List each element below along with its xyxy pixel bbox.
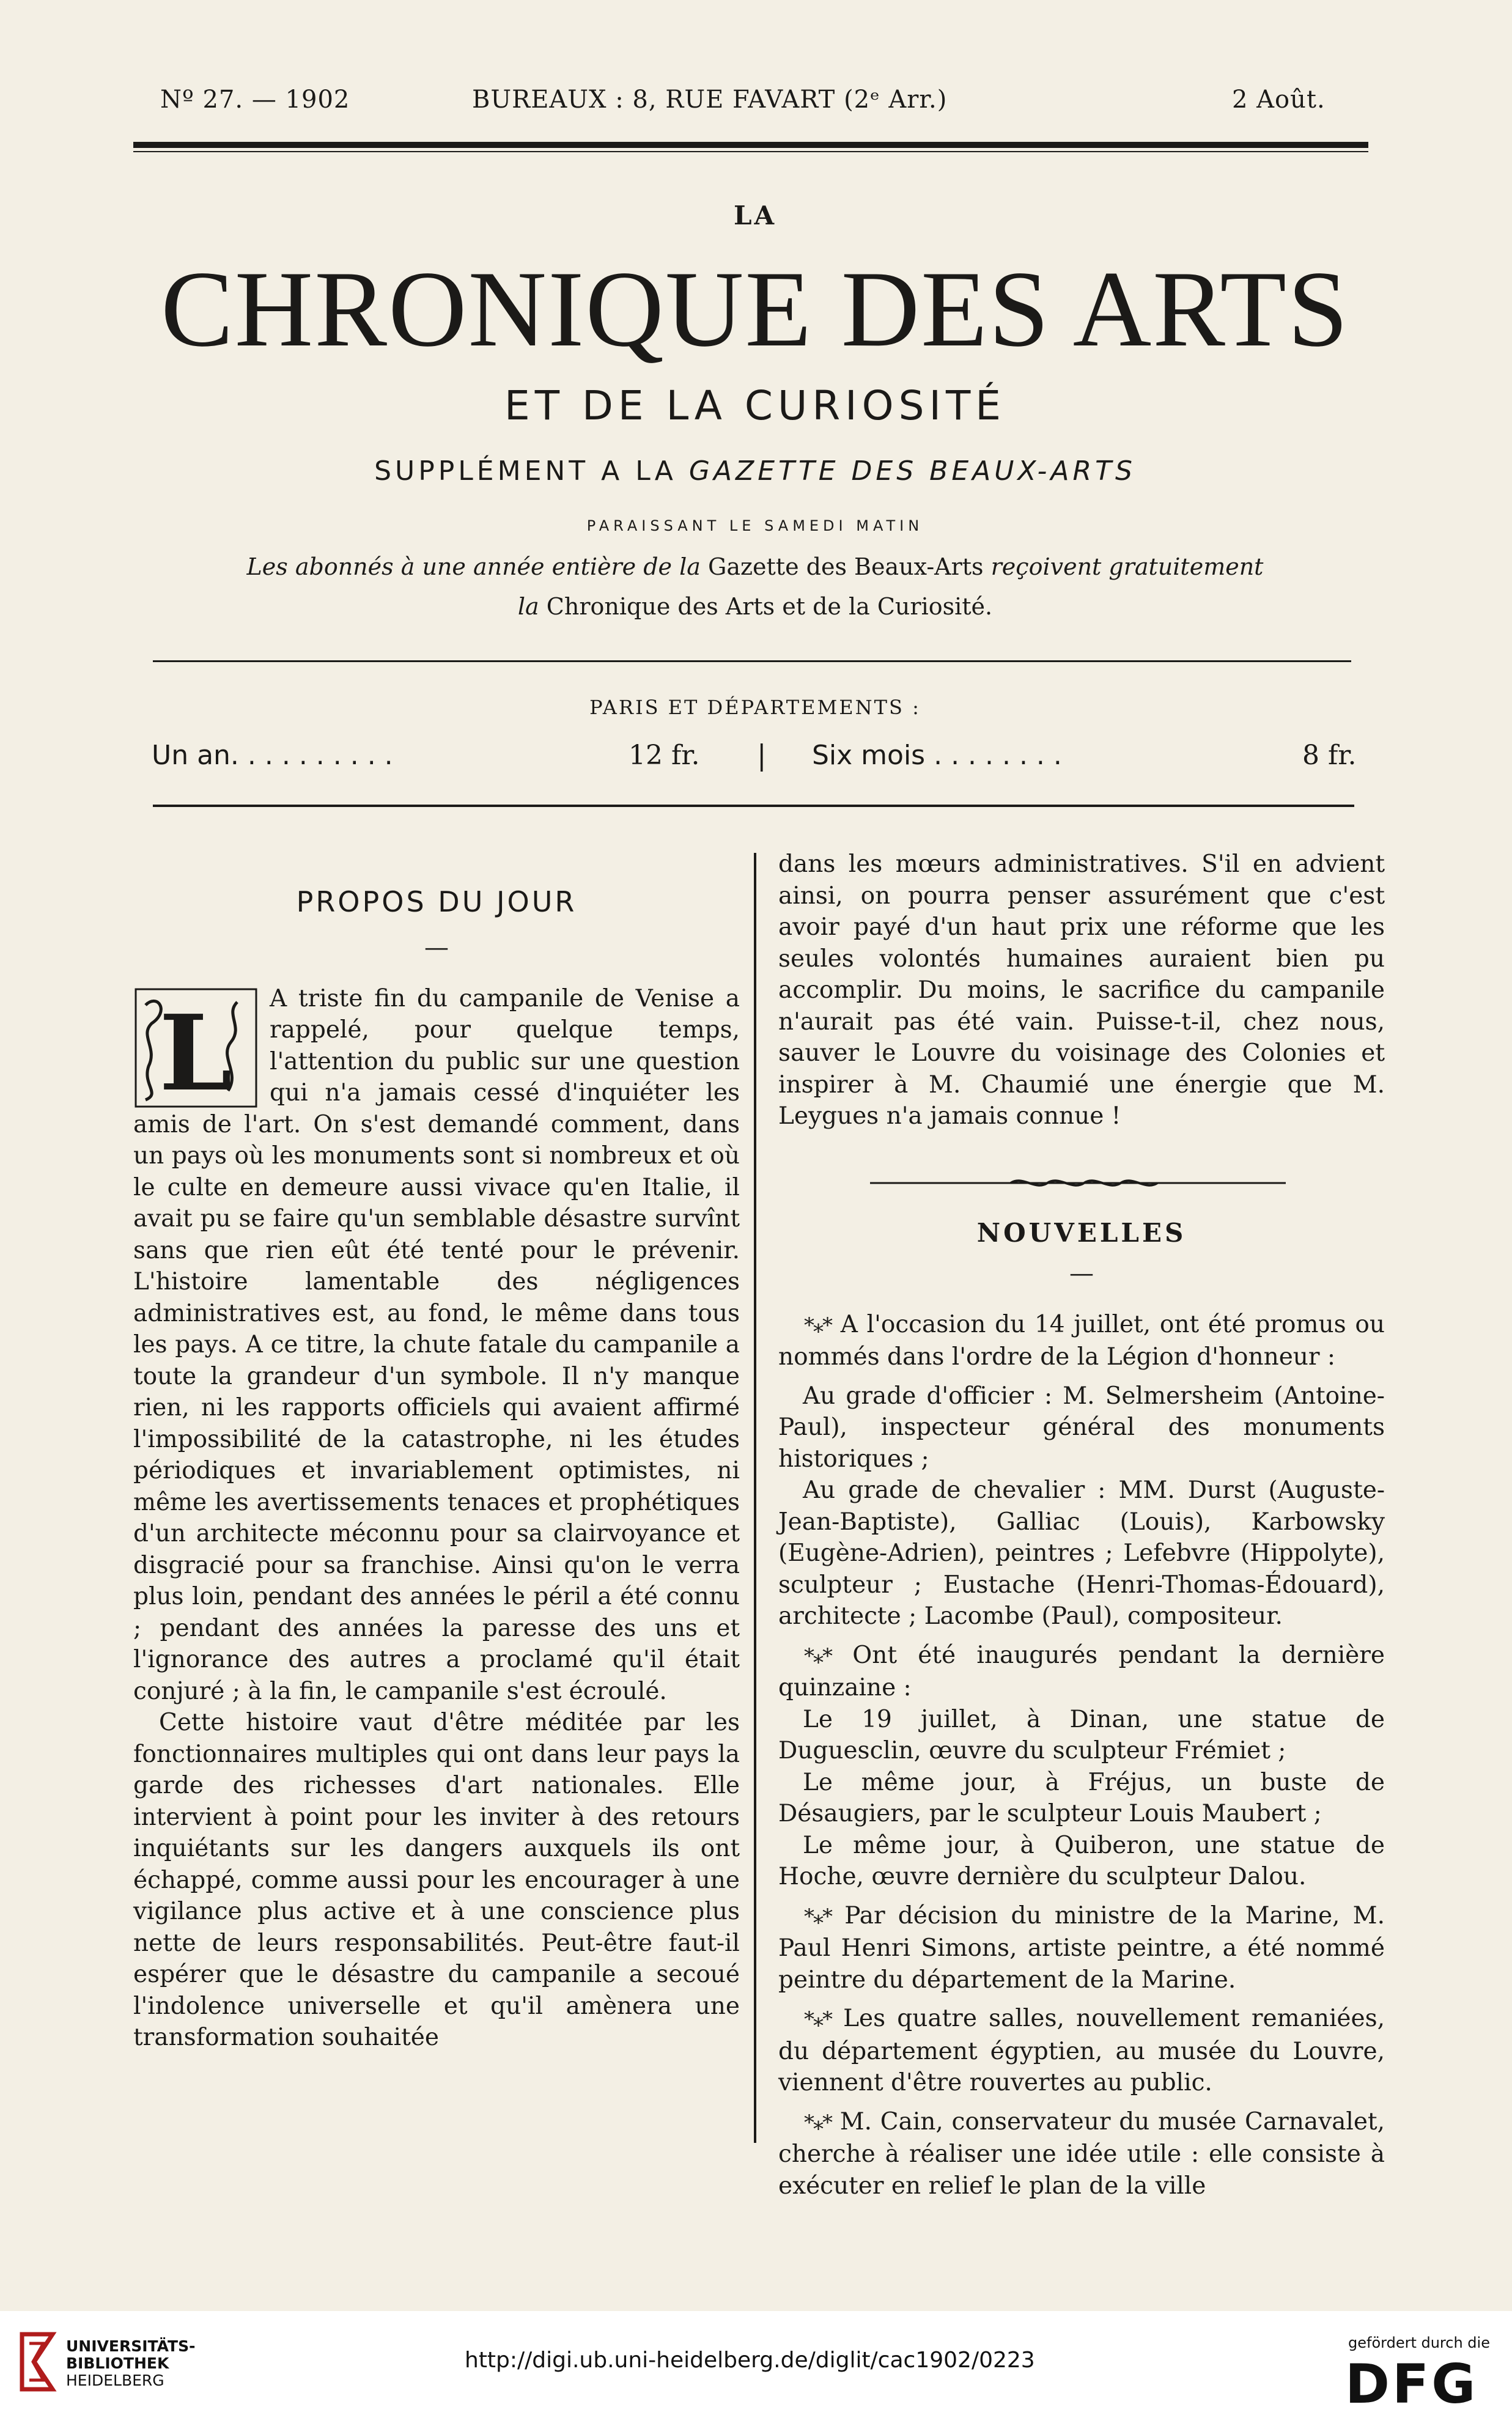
propos-text-1: A triste fin du campanile de Venise a rappelé, pour quelque temps, l'attention du public sur une question qui n'a jamais cessé d'inquiéter les amis de l'art. On s'est demandé comment, dans un pays où les monuments sont si nombreux et où le culte en demeure aussi vivace qu'en Italie, il avait pu se faire qu'un semblable désastre survînt sans que rien eût été tenté pour le prévenir. L'histoire lamentable des négligences administratives est, au fond, le même dans tous les pays. A ce titre, la chute fatale du campanile a toute la grandeur d'un symbole. Il n'y manque rien, ni les rapports officiels qui avaient affirmé l'impossibilité de la catastrophe, ni les études périodiques et invariablement optimistes, ni même les avertissements tenaces et prophétiques d'un architecte méconnu pour sa clairvoyance et disgracié pour sa franchise. Ainsi qu'on le verra plus loin, pendant des années le péril a été connu ; pendant des années la paresse des uns et l'ignorance des autres a proclamé qu'il était conjuré ; à la fin, le campanile s'est écroulé.	[133, 984, 740, 1705]
news-sub: Au grade d'officier : M. Selmersheim (Antoine-Paul), inspecteur général des monuments historiques ;	[778, 1382, 1385, 1473]
bureaux-address: BUREAUX : 8, RUE FAVART (2ᵉ Arr.)	[472, 86, 948, 114]
propos-paragraph-3: dans les mœurs administratives. S'il en advient ainsi, on pourra penser assurément que c'est avoir payé d'un haut prix une réforme que les seules volontés humaines auraient bien pu accomplir. Du moins, le sacrifice du campanile n'aurait pas été vain. Puisse-t-il, chez nous, sauver le Louvre du voisinage des Colonies et inspirer à M. Chaumié une énergie que M. Leygues n'a jamais connue !	[778, 850, 1385, 1130]
library-name[interactable]	[66, 2338, 195, 2389]
asterism-icon: *⁎*	[804, 1313, 832, 1338]
paraissant-line: PARAISSANT LE SAMEDI MATIN	[586, 517, 924, 534]
right-column	[778, 849, 1385, 2209]
notice-2b: Chronique des Arts et de la Curiosité.	[546, 593, 993, 620]
notice-line-1	[147, 553, 1363, 580]
header-thin-rule	[133, 151, 1368, 152]
news-sub: Au grade de chevalier : MM. Durst (Auguste-Jean-Baptiste), Galliac (Louis), Karbowsky (Eugène-Adrien), peintres ; Lefebvre (Hippolyte), sculpteur ; Eustache (Henri-Thomas-Édouard), architecte ; Lacombe (Paul), compositeur.	[778, 1476, 1385, 1630]
asterism-icon: *⁎*	[804, 1643, 832, 1668]
news-lead: Les quatre salles, nouvellement remaniées, du département égyptien, au musée du Louvre, viennent d'être rouvertes au public.	[778, 2005, 1385, 2096]
subscription-heading: PARIS ET DÉPARTEMENTS :	[589, 696, 921, 719]
news-lead: Par décision du ministre de la Marine, M. Paul Henri Simons, artiste peintre, a été nommé peintre du département de la Marine.	[778, 1901, 1385, 1994]
news-list	[778, 1309, 1385, 2202]
library-line-2: BIBLIOTHEK	[66, 2354, 169, 2372]
supplement-line	[147, 455, 1363, 487]
asterism-icon: *⁎*	[804, 2007, 832, 2032]
section-ornament-icon	[778, 1174, 1385, 1192]
notice-2a: la	[517, 593, 547, 620]
news-item	[778, 1900, 1385, 1996]
header-thick-rule	[133, 142, 1368, 148]
news-lead: A l'occasion du 14 juillet, ont été promus ou nommés dans l'ordre de la Légion d'honneur :	[778, 1310, 1385, 1371]
supplement-prefix: SUPPLÉMENT A LA	[374, 455, 689, 487]
issue-number: Nº 27. — 1902	[160, 86, 350, 114]
dropcap-letter: L	[159, 992, 232, 1109]
year-label: Un an. . . . . . . . . .	[152, 740, 393, 771]
gazette-title: GAZETTE DES BEAUX-ARTS	[688, 455, 1136, 487]
dropcap-l-icon	[133, 987, 259, 1109]
notice-line-2	[147, 593, 1363, 620]
library-logo-icon	[16, 2328, 59, 2395]
news-item	[778, 1640, 1385, 1893]
news-sub: Le même jour, à Quiberon, une statue de Hoche, œuvre dernière du sculpteur Dalou.	[778, 1831, 1385, 1890]
column-divider	[754, 853, 756, 2143]
asterism-icon: *⁎*	[804, 1904, 832, 1929]
dropcap-ornament	[133, 987, 259, 1109]
news-sub: Le 19 juillet, à Dinan, une statue de Duguesclin, œuvre du sculpteur Frémiet ;	[778, 1705, 1385, 1764]
dfg-logo[interactable]: DFG	[1345, 2353, 1478, 2416]
footer-bar	[0, 2311, 1512, 2418]
six-months-price: 8 fr.	[1302, 740, 1357, 771]
masthead-rule	[153, 660, 1351, 662]
library-line-1: UNIVERSITÄTS-	[66, 2337, 196, 2355]
propos-column	[133, 886, 740, 2054]
library-line-3: HEIDELBERG	[66, 2372, 164, 2389]
nouvelles-dash: —	[1069, 1259, 1094, 1288]
notice-1b: Gazette des Beaux-Arts	[708, 553, 984, 580]
year-price: 12 fr.	[629, 740, 700, 771]
funded-by-text: gefördert durch die	[1348, 2334, 1490, 2351]
subscription-separator: |	[757, 739, 767, 772]
propos-paragraph-2: Cette histoire vaut d'être méditée par les fonctionnaires multiples qui ont dans leur pays la garde des richesses d'art nationales. Elle intervient à point pour les inviter à des retours inquiétants sur les dangers auxquels ils ont échappé, comme aussi pour les encourager à une vigilance plus active et à une conscience plus nette de leurs responsabilités. Peut-être faut-il espérer que le désastre du campanile a secoué l'indolence universelle et qu'il amènera une transformation souhaitée	[133, 1709, 740, 2051]
propos-dash: —	[424, 933, 449, 962]
masthead-title: CHRONIQUE DES ARTS	[161, 248, 1349, 369]
nouvelles-title: NOUVELLES	[976, 1218, 1187, 1248]
news-lead: M. Cain, conservateur du musée Carnavalet, cherche à réaliser une idée utile : elle consiste à exécuter en relief le plan de la ville	[778, 2107, 1385, 2200]
propos-paragraph-1	[133, 983, 740, 1708]
masthead-subtitle: ET DE LA CURIOSITÉ	[504, 382, 1006, 429]
news-item	[778, 2106, 1385, 2202]
news-sub: Le même jour, à Fréjus, un buste de Désaugiers, par le sculpteur Louis Maubert ;	[778, 1768, 1385, 1827]
news-item	[778, 2003, 1385, 2099]
subscription-rule	[153, 805, 1354, 807]
issue-date: 2 Août.	[1232, 86, 1326, 114]
notice-1c: reçoivent gratuitement	[983, 553, 1264, 580]
notice-1a: Les abonnés à une année entière de la	[246, 553, 709, 580]
news-item	[778, 1309, 1385, 1632]
six-months-label: Six mois . . . . . . . .	[812, 740, 1062, 771]
digital-url-link[interactable]: http://digi.ub.uni-heidelberg.de/diglit/cac1902/0223	[465, 2348, 1035, 2373]
propos-title: PROPOS DU JOUR	[296, 885, 577, 918]
masthead-la: LA	[733, 201, 777, 230]
asterism-icon: *⁎*	[804, 2110, 832, 2135]
news-lead: Ont été inaugurés pendant la dernière quinzaine :	[778, 1641, 1385, 1701]
